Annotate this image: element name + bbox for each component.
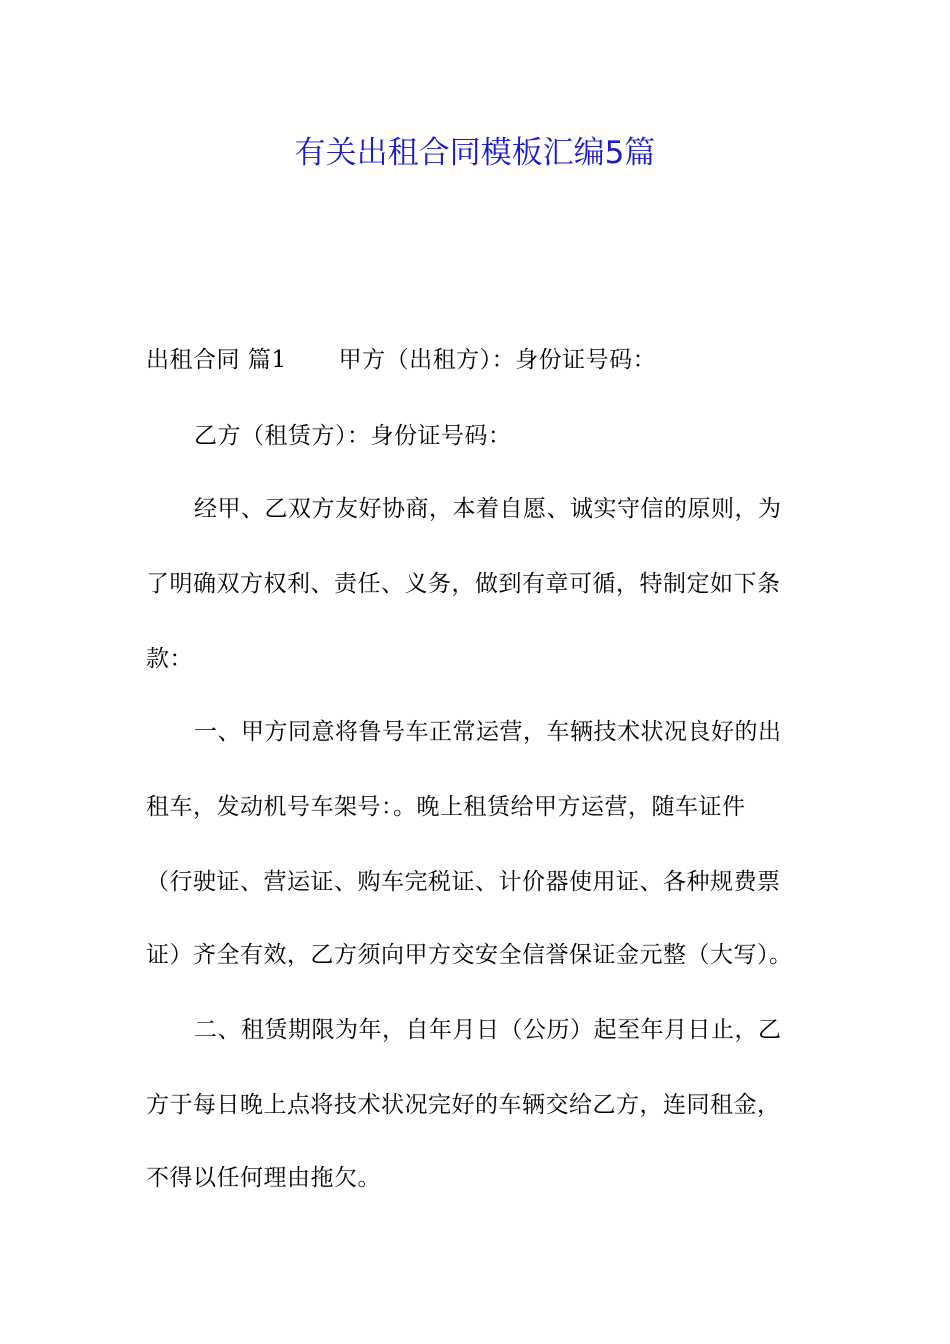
section-number: 篇1 xyxy=(248,347,287,373)
party-a-line: 甲方（出租方）：身份证号码： xyxy=(338,347,657,373)
first-line xyxy=(146,345,656,375)
section-label: 出租合同 xyxy=(146,347,240,373)
document-title: 有关出租合同模板汇编5篇 xyxy=(294,135,656,171)
paragraph-intro-line-1: 经甲、乙双方友好协商，本着自愿、诚实守信的原则，为 xyxy=(194,496,782,522)
clause-one-line-3: （行驶证、营运证、购车完税证、计价器使用证、各种规费票 xyxy=(146,869,781,895)
paragraph-intro-line-2: 了明确双方权利、责任、义务，做到有章可循，特制定如下条 xyxy=(146,571,781,597)
clause-two-line-1: 二、租赁期限为年，自年月日（公历）起至年月日止，乙 xyxy=(194,1017,782,1043)
clause-one-line-1: 一、甲方同意将鲁号车正常运营，车辆技术状况良好的出 xyxy=(194,719,782,745)
clause-two-line-2: 方于每日晚上点将技术状况完好的车辆交给乙方，连同租金， xyxy=(146,1092,781,1118)
clause-one-line-4: 证）齐全有效，乙方须向甲方交安全信誉保证金元整（大写）。 xyxy=(146,942,793,968)
paragraph-intro-line-3: 款： xyxy=(146,646,193,672)
clause-two-line-3: 不得以任何理由拖欠。 xyxy=(146,1165,381,1191)
party-b-line: 乙方（租赁方）：身份证号码： xyxy=(194,423,512,449)
clause-one-line-2: 租车，发动机号车架号：。晚上租赁给甲方运营，随车证件 xyxy=(146,794,746,820)
